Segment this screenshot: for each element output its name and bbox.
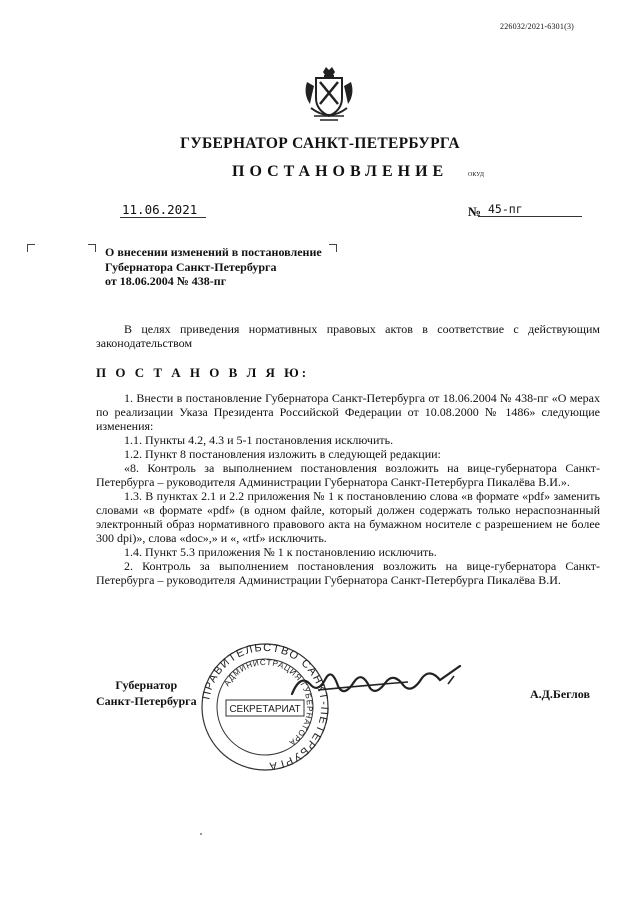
paragraph-1-2: 1.2. Пункт 8 постановления изложить в следующей редакции: (124, 447, 441, 461)
paragraph-1-3: 1.3. В пунктах 2.1 и 2.2 приложения № 1 к постановлению слова «в формате «pdf» заменить словами «в формате «pdf» (в одном файле, который должен содержать только нераспознанный электронный образ нормативного правового акта на бумажном носителе с разрешением не более 300 dpi)», слова «doc»,» и «, «rtf» исключить. (96, 489, 600, 545)
signatory-name: А.Д.Беглов (530, 687, 590, 701)
subject-line-1: О внесении изменений в постановление (105, 245, 322, 259)
document-code: 226032/2021-6301(3) (500, 22, 575, 31)
paragraph-1-4: 1.4. Пункт 5.3 приложения № 1 к постановлению исключить. (124, 545, 437, 559)
decree-subject (105, 245, 322, 289)
corner-mark-subject-left (88, 244, 96, 252)
stamp-outer-text: ПРАВИТЕЛЬСТВО САНКТ-ПЕТЕРБУРГА (200, 642, 330, 772)
number-sign: № (468, 204, 482, 219)
preamble: В целях приведения нормативных правовых актов в соответствие с действующим законодательством (96, 322, 600, 350)
decree-date: 11.06.2021 (120, 202, 206, 218)
subject-line-2: Губернатора Санкт-Петербурга (105, 259, 277, 274)
paragraph-1: 1. Внести в постановление Губернатора Санкт-Петербурга от 18.06.2004 № 438-пг «О мерах по реализации Указа Президента Российской Федерации от 10.08.2000 № 1486» следующие изменения: (96, 391, 600, 433)
decides-label: П О С Т А Н О В Л Я Ю: (96, 365, 310, 380)
signatory-position: Губернатор Санкт-Петербурга (96, 678, 197, 708)
stamp-center-text: СЕКРЕТАРИАТ (229, 704, 301, 715)
decree-title: ПОСТАНОВЛЕНИЕ (232, 163, 449, 180)
governor-title: ГУБЕРНАТОР САНКТ-ПЕТЕРБУРГА (180, 135, 460, 152)
stamp-inner-text: АДМИНИСТРАЦИЯ ГУБЕРНАТОРА (222, 657, 315, 748)
corner-mark-left (27, 244, 35, 252)
corner-mark-subject-right (329, 244, 337, 252)
scan-dot (200, 833, 202, 835)
handwritten-signature-icon (288, 660, 466, 710)
decree-body (96, 391, 600, 587)
decree-number: 45-пг (478, 202, 582, 217)
coat-of-arms-icon (302, 64, 356, 126)
subject-line-3: от 18.06.2004 № 438-пг (105, 274, 227, 288)
paragraph-1-2-quote: «8. Контроль за выполнением постановления возложить на вице-губернатора Санкт-Петербурга – руководителя Администрации Губернатора Санкт-Петербурга Пикалёва В.И.». (96, 461, 600, 489)
paragraph-1-1: 1.1. Пункты 4.2, 4.3 и 5-1 постановления исключить. (124, 433, 394, 447)
paragraph-2: 2. Контроль за выполнением постановления возложить на вице-губернатора Санкт-Петербурга – руководителя Администрации Губернатора Санкт-Петербурга Пикалёва В.И. (96, 559, 600, 587)
okud-label: ОКУД (468, 172, 484, 178)
